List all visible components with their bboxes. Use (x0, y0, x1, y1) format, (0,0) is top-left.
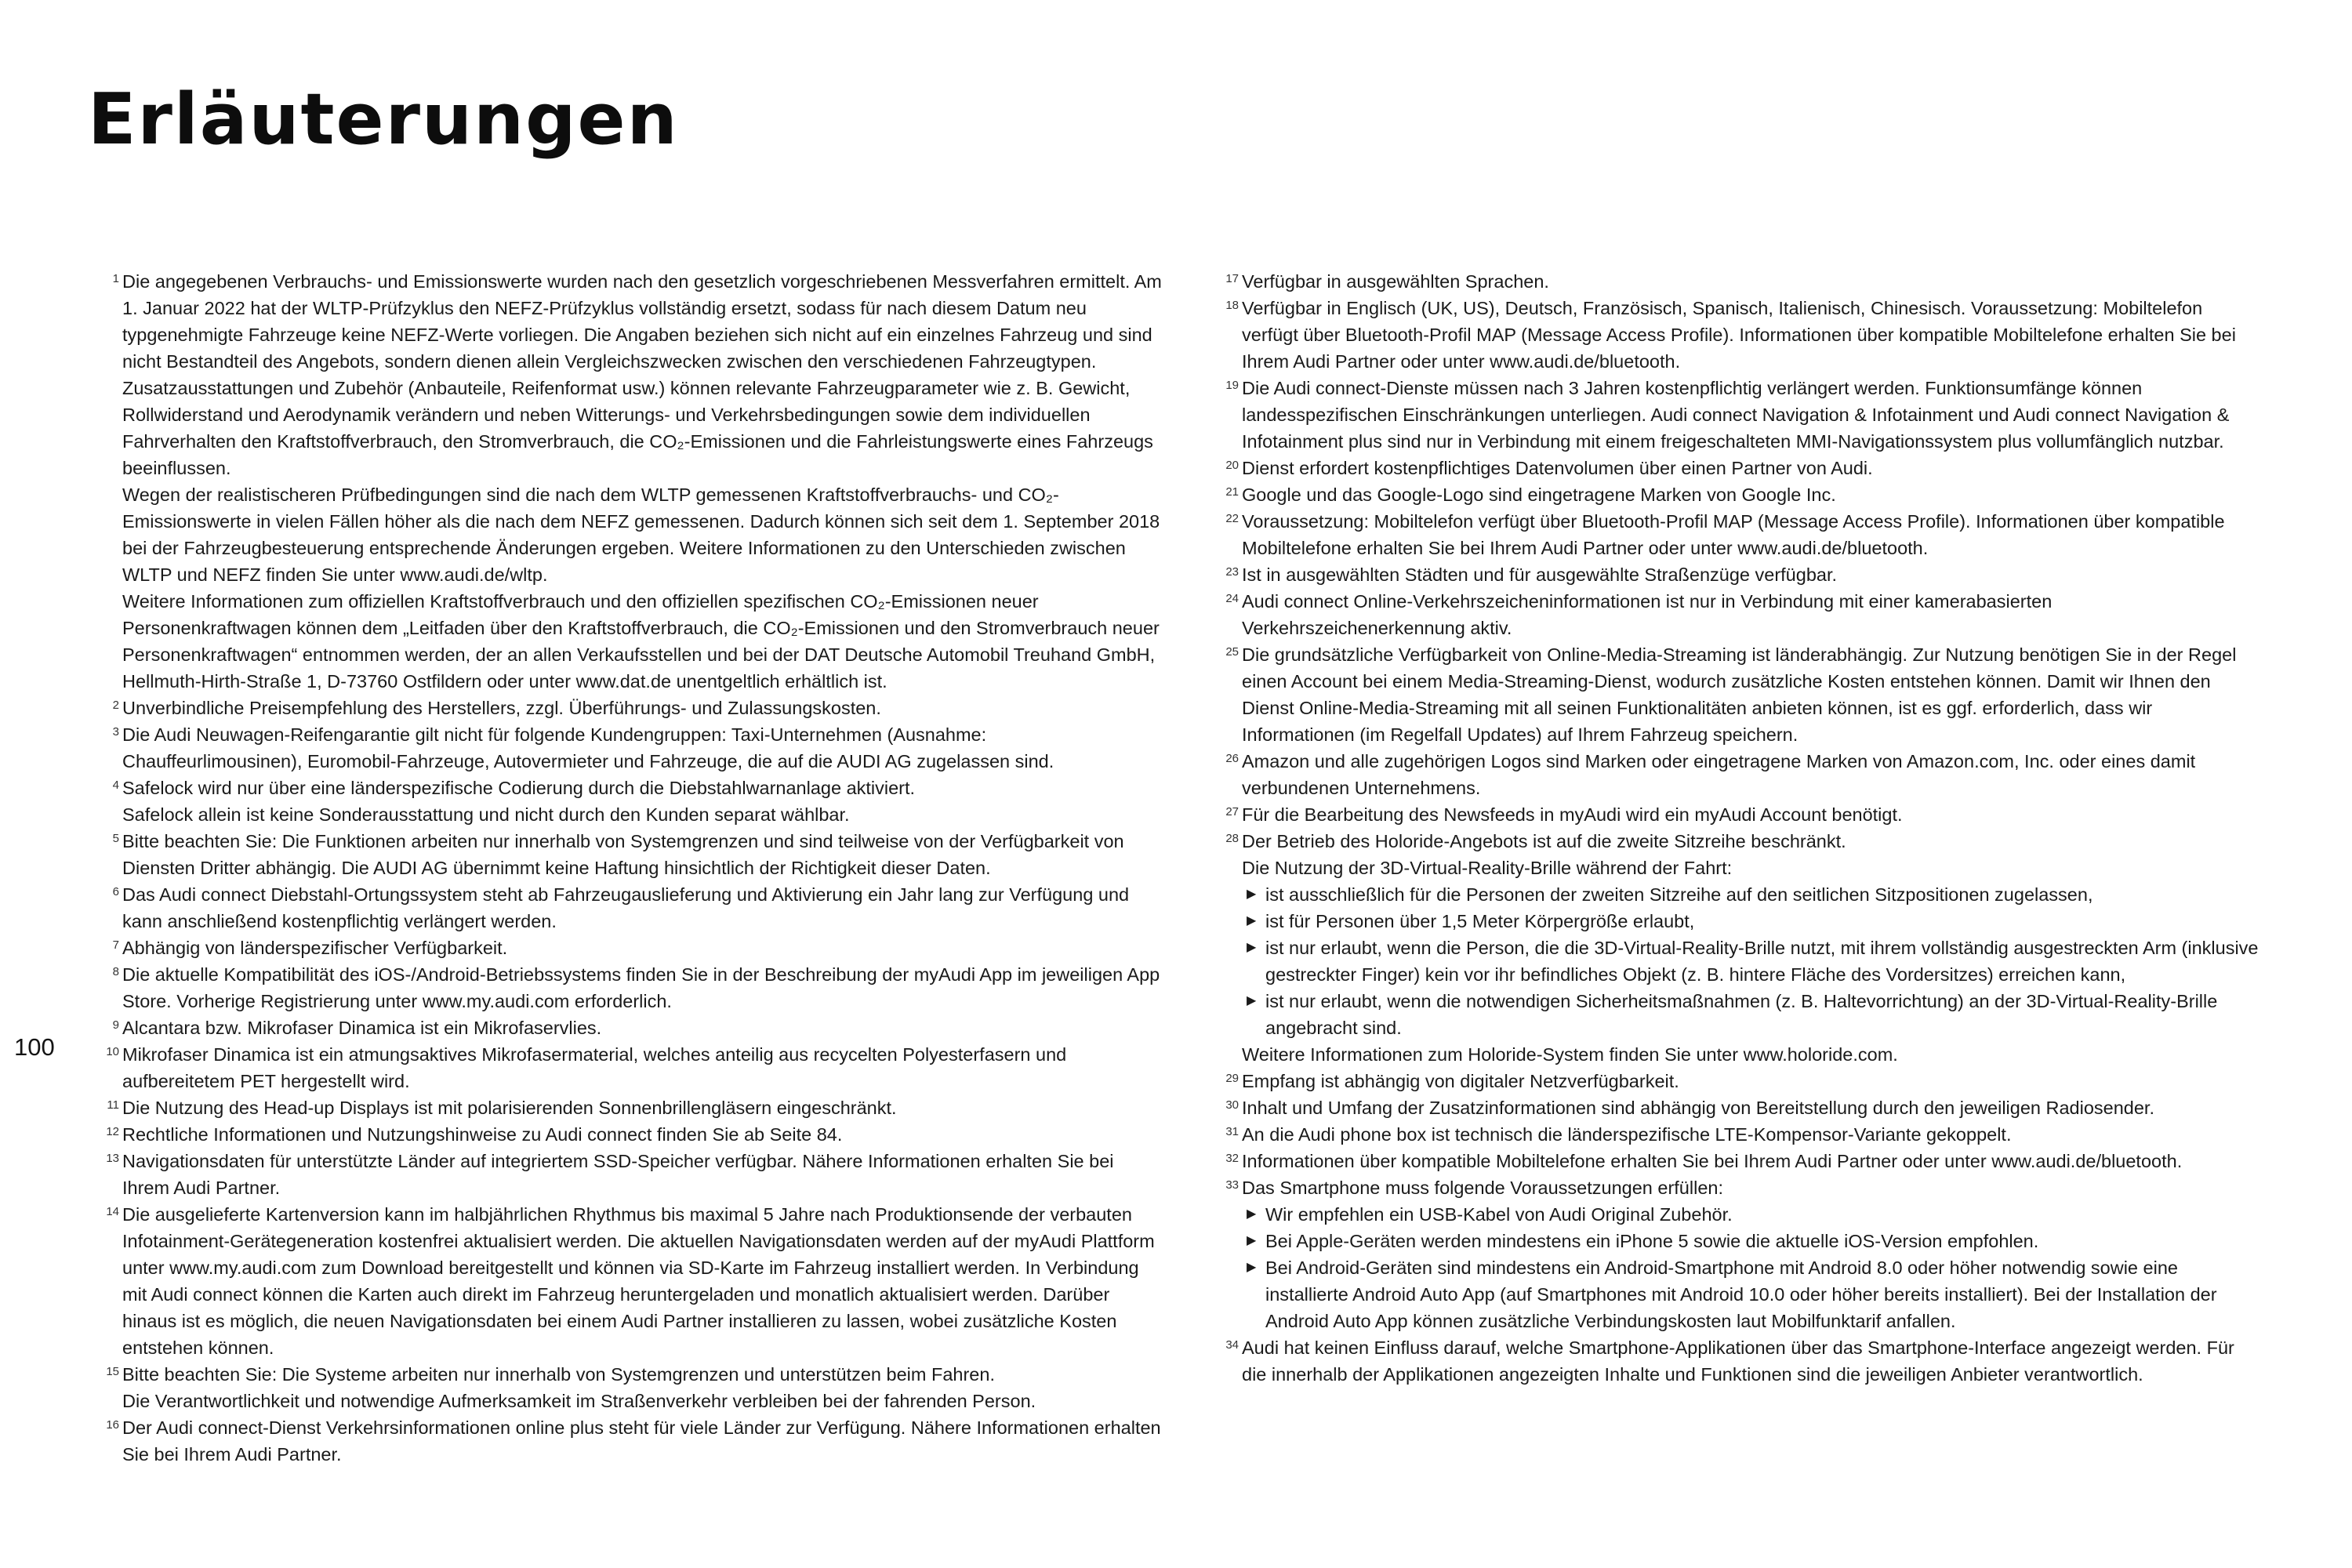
footnote-text: Das Audi connect Diebstahl-Ortungssystem steht ab Fahrzeugauslieferung und Aktivierung ein Jahr lang zur Verfügung und kann anschließend kostenpflichtig verlängert werden. (122, 884, 1130, 931)
footnote-text: Bitte beachten Sie: Die Funktionen arbeiten nur innerhalb von Systemgrenzen und sind teilweise von der Verfügbarkeit von Diensten Dritter abhängig. Die AUDI AG übernimmt keine Haftung hinsichtlich der Richtigkeit dieser Daten. (122, 831, 1124, 878)
footnote-7 (86, 935, 1162, 961)
footnote-text: Audi hat keinen Einfluss darauf, welche Smartphone-Applikationen über das Smartphone-Interface angezeigt werden. Für die innerhalb der Applikationen angezeigten Inhalte und Funktionen sind die jeweiligen Anbieter verantwortlich. (1242, 1338, 2234, 1385)
footnotes-right-column (1206, 268, 2260, 1388)
footnote-2 (86, 695, 1162, 721)
triangle-bullet-icon: ▶ (1247, 1234, 1257, 1247)
bullet-list (1242, 881, 2260, 1041)
footnote-number: 34 (1225, 1338, 1239, 1352)
footnote-8 (86, 961, 1162, 1014)
bullet-text: Bei Android-Geräten sind mindestens ein Android-Smartphone mit Android 8.0 oder höher notwendig sowie eine installierte Android Auto App (auf Smartphones mit Android 10.0 oder höher bereits installiert). Bei der Installation der Android Auto App können zusätzliche Verbindungskosten laut Mobilfunktarif anfallen. (1265, 1258, 2217, 1331)
footnote-26 (1206, 748, 2260, 801)
footnote-13 (86, 1148, 1162, 1201)
footnote-19 (1206, 375, 2260, 455)
footnote-1 (86, 268, 1162, 695)
footnote-number: 24 (1225, 592, 1239, 605)
footnote-text: Empfang ist abhängig von digitaler Netzverfügbarkeit. (1242, 1071, 1679, 1091)
bullet-text: ist nur erlaubt, wenn die notwendigen Sicherheitsmaßnahmen (z. B. Haltevorrichtung) an der 3D-Virtual-Reality-Brille angebracht sind. (1265, 991, 2218, 1038)
footnote-text: Wegen der realistischeren Prüfbedingungen sind die nach dem WLTP gemessenen Kraftstoffverbrauchs- und CO₂-Emissionswerte in vielen Fällen höher als die nach dem NEFZ gemessenen. Dadurch können sich seit dem 1. September 2018 bei der Fahrzeugbesteuerung entsprechende Änderungen ergeben. Weitere Informationen zu den Unterschieden zwischen WLTP und NEFZ finden Sie unter www.audi.de/wltp. (122, 485, 1160, 585)
bullet-text: ist für Personen über 1,5 Meter Körpergröße erlaubt, (1265, 911, 1695, 931)
footnote-text: Weitere Informationen zum offiziellen Kraftstoffverbrauch und den offiziellen spezifischen CO₂-Emissionen neuer Personenkraftwagen können dem „Leitfaden über den Kraftstoffverbrauch, die CO₂-Emissionen und den Stromverbrauch neuer Personenkraftwagen“ entnommen werden, der an allen Verkaufsstellen und bei der DAT Deutsche Automobil Treuhand GmbH, Hellmuth-Hirth-Straße 1, D-73760 Ostfildern oder unter www.dat.de unentgeltlich erhältlich ist. (122, 591, 1160, 691)
footnote-23 (1206, 561, 2260, 588)
footnote-number: 15 (106, 1365, 119, 1378)
footnote-32 (1206, 1148, 2260, 1174)
footnote-number: 1 (112, 272, 119, 285)
footnote-text: Informationen über kompatible Mobiltelefone erhalten Sie bei Ihrem Audi Partner oder unter www.audi.de/bluetooth. (1242, 1151, 2183, 1171)
triangle-bullet-icon: ▶ (1247, 914, 1257, 927)
triangle-bullet-icon: ▶ (1247, 941, 1257, 954)
footnote-number: 8 (112, 965, 119, 978)
footnote-24 (1206, 588, 2260, 641)
footnote-18 (1206, 295, 2260, 375)
triangle-bullet-icon: ▶ (1247, 1207, 1257, 1221)
footnote-number: 29 (1225, 1072, 1239, 1085)
bullet-item (1242, 1228, 2260, 1254)
footnote-number: 12 (106, 1125, 119, 1138)
footnote-number: 19 (1225, 379, 1239, 392)
page-number: 100 (14, 1033, 55, 1061)
footnote-text: Dienst erfordert kostenpflichtiges Datenvolumen über einen Partner von Audi. (1242, 458, 1873, 478)
footnote-text: Die Audi Neuwagen-Reifengarantie gilt nicht für folgende Kundengruppen: Taxi-Unternehmen (Ausnahme: Chauffeurlimousinen), Euromobil-Fahrzeuge, Autovermieter und Fahrzeuge, die auf die AUDI AG zugelassen sind. (122, 724, 1054, 771)
bullet-list (1242, 1201, 2260, 1334)
footnote-number: 25 (1225, 645, 1239, 659)
footnote-number: 2 (112, 699, 119, 712)
footnote-text: Die Audi connect-Dienste müssen nach 3 Jahren kostenpflichtig verlängert werden. Funktionsumfänge können landesspezifischen Einschränkungen unterliegen. Audi connect Navigation & Infotainment und Audi connect Navigation & Infotainment plus sind nur in Verbindung mit einem freigeschalteten MMI-Navigationssystem plus vollumfänglich nutzbar. (1242, 378, 2230, 452)
bullet-text: ist nur erlaubt, wenn die Person, die die 3D-Virtual-Reality-Brille nutzt, mit ihrem vollständig ausgestreckten Arm (inklusive gestreckter Finger) kein vor ihr befindliches Objekt (z. B. hintere Fläche des Vordersitzes) erreichen kann, (1265, 938, 2259, 985)
footnote-5 (86, 828, 1162, 881)
triangle-bullet-icon: ▶ (1247, 887, 1257, 901)
footnotes-left-column (86, 268, 1162, 1468)
footnote-text: Die Verantwortlichkeit und notwendige Aufmerksamkeit im Straßenverkehr verbleiben bei der fahrenden Person. (122, 1391, 1036, 1411)
footnote-number: 16 (106, 1418, 119, 1432)
footnote-text: Mikrofaser Dinamica ist ein atmungsaktives Mikrofasermaterial, welches anteilig aus recycelten Polyesterfasern und aufbereitetem PET hergestellt wird. (122, 1044, 1067, 1091)
footnote-text: Voraussetzung: Mobiltelefon verfügt über Bluetooth-Profil MAP (Message Access Profile). Informationen über kompatible Mobiltelefone erhalten Sie bei Ihrem Audi Partner oder unter www.audi.de/bluetooth. (1242, 511, 2225, 558)
footnote-number: 13 (106, 1152, 119, 1165)
footnote-30 (1206, 1094, 2260, 1121)
footnote-text: An die Audi phone box ist technisch die länderspezifische LTE-Kompensor-Variante gekoppelt. (1242, 1124, 2012, 1145)
footnote-3 (86, 721, 1162, 775)
footnote-number: 18 (1225, 299, 1239, 312)
footnote-text: Verfügbar in ausgewählten Sprachen. (1242, 271, 1549, 292)
footnote-text: Der Audi connect-Dienst Verkehrsinformationen online plus steht für viele Länder zur Verfügung. Nähere Informationen erhalten Sie bei Ihrem Audi Partner. (122, 1417, 1161, 1465)
footnote-25 (1206, 641, 2260, 748)
footnote-12 (86, 1121, 1162, 1148)
footnote-22 (1206, 508, 2260, 561)
footnote-text: Safelock wird nur über eine länderspezifische Codierung durch die Diebstahlwarnanlage aktiviert. (122, 778, 916, 798)
footnote-text: Abhängig von länderspezifischer Verfügbarkeit. (122, 938, 508, 958)
footnote-28 (1206, 828, 2260, 1068)
footnote-text: Google und das Google-Logo sind eingetragene Marken von Google Inc. (1242, 485, 1836, 505)
triangle-bullet-icon: ▶ (1247, 1261, 1257, 1274)
footnote-17 (1206, 268, 2260, 295)
footnote-number: 20 (1225, 459, 1239, 472)
footnote-number: 10 (106, 1045, 119, 1058)
footnote-text: Die aktuelle Kompatibilität des iOS-/Android-Betriebssystems finden Sie in der Beschreibung der myAudi App im jeweiligen App Store. Vorherige Registrierung unter www.my.audi.com erforderlich. (122, 964, 1160, 1011)
footnote-number: 27 (1225, 805, 1239, 818)
footnote-15 (86, 1361, 1162, 1414)
footnote-text: Das Smartphone muss folgende Voraussetzungen erfüllen: (1242, 1178, 1723, 1198)
bullet-item (1242, 988, 2260, 1041)
bullet-text: ist ausschließlich für die Personen der zweiten Sitzreihe auf den seitlichen Sitzpositionen zugelassen, (1265, 884, 2093, 905)
footnote-number: 26 (1225, 752, 1239, 765)
footnote-6 (86, 881, 1162, 935)
footnote-text: Die ausgelieferte Kartenversion kann im halbjährlichen Rhythmus bis maximal 5 Jahre nach Produktionsende der verbauten Infotainment-Gerätegeneration kostenfrei aktualisiert werden. Die aktuellen Navigationsdaten werden auf der myAudi Plattform unter www.my.audi.com zum Download bereitgestellt und können via SD-Karte im Fahrzeug installiert werden. In Verbindung mit Audi connect können die Karten auch direkt im Fahrzeug heruntergeladen und monatlich aktualisiert werden. Darüber hinaus ist es möglich, die neuen Navigationsdaten bei einem Audi Partner installieren zu lassen, wobei zusätzliche Kosten entstehen können. (122, 1204, 1155, 1358)
footnote-number: 4 (112, 779, 119, 792)
footnote-21 (1206, 481, 2260, 508)
footnote-text: Inhalt und Umfang der Zusatzinformationen sind abhängig von Bereitstellung durch den jeweiligen Radiosender. (1242, 1098, 2154, 1118)
footnote-text: Unverbindliche Preisempfehlung des Herstellers, zzgl. Überführungs- und Zulassungskosten. (122, 698, 881, 718)
bullet-item (1242, 1254, 2260, 1334)
footnote-number: 28 (1225, 832, 1239, 845)
footnote-text: Bitte beachten Sie: Die Systeme arbeiten nur innerhalb von Systemgrenzen und unterstützen beim Fahren. (122, 1364, 995, 1385)
footnote-text: Verfügbar in Englisch (UK, US), Deutsch, Französisch, Spanisch, Italienisch, Chinesisch. Voraussetzung: Mobiltelefon verfügt über Bluetooth-Profil MAP (Message Access Profile). Informationen über kompatible Mobiltelefone erhalten Sie bei Ihrem Audi Partner oder unter www.audi.de/bluetooth. (1242, 298, 2236, 372)
footnote-16 (86, 1414, 1162, 1468)
footnote-34 (1206, 1334, 2260, 1388)
triangle-bullet-icon: ▶ (1247, 994, 1257, 1007)
bullet-item (1242, 881, 2260, 908)
footnote-text: Die Nutzung des Head-up Displays ist mit polarisierenden Sonnenbrillengläsern eingeschränkt. (122, 1098, 897, 1118)
footnote-text: Safelock allein ist keine Sonderausstattung und nicht durch den Kunden separat wählbar. (122, 804, 850, 825)
footnote-text: Rechtliche Informationen und Nutzungshinweise zu Audi connect finden Sie ab Seite 84. (122, 1124, 843, 1145)
footnote-text: Audi connect Online-Verkehrszeicheninformationen ist nur in Verbindung mit einer kamerabasierten Verkehrszeichenerkennung aktiv. (1242, 591, 2053, 638)
footnote-number: 31 (1225, 1125, 1239, 1138)
footnote-number: 9 (112, 1018, 119, 1032)
footnote-33 (1206, 1174, 2260, 1334)
footnote-number: 17 (1225, 272, 1239, 285)
footnote-text: Amazon und alle zugehörigen Logos sind Marken oder eingetragene Marken von Amazon.com, Inc. oder eines damit verbundenen Unternehmens. (1242, 751, 2196, 798)
footnote-number: 23 (1225, 565, 1239, 579)
footnote-number: 22 (1225, 512, 1239, 525)
footnote-number: 3 (112, 725, 119, 739)
footnote-number: 32 (1225, 1152, 1239, 1165)
footnote-text: Die angegebenen Verbrauchs- und Emissionswerte wurden nach den gesetzlich vorgeschriebenen Messverfahren ermittelt. Am 1. Januar 2022 hat der WLTP-Prüfzyklus den NEFZ-Prüfzyklus vollständig ersetzt, sodass für nach diesem Datum neu typgenehmigte Fahrzeuge keine NEFZ-Werte vorliegen. Die Angaben beziehen sich nicht auf ein einzelnes Fahrzeug und sind nicht Bestandteil des Angebots, sondern dienen allein Vergleichszwecken zwischen den verschiedenen Fahrzeugtypen. Zusatzausstattungen und Zubehör (Anbauteile, Reifenformat usw.) können relevante Fahrzeugparameter wie z. B. Gewicht, Rollwiderstand und Aerodynamik verändern und neben Witterungs- und Verkehrsbedingungen sowie dem individuellen Fahrverhalten den Kraftstoffverbrauch, den Stromverbrauch, die CO₂-Emissionen und die Fahrleistungswerte eines Fahrzeugs beeinflussen. (122, 271, 1162, 478)
footnote-number: 33 (1225, 1178, 1239, 1192)
footnote-text: Der Betrieb des Holoride-Angebots ist auf die zweite Sitzreihe beschränkt. (1242, 831, 1846, 851)
bullet-item (1242, 908, 2260, 935)
footnote-10 (86, 1041, 1162, 1094)
footnote-20 (1206, 455, 2260, 481)
footnote-29 (1206, 1068, 2260, 1094)
footnote-number: 14 (106, 1205, 119, 1218)
footnote-text: Für die Bearbeitung des Newsfeeds in myAudi wird ein myAudi Account benötigt. (1242, 804, 1903, 825)
footnote-31 (1206, 1121, 2260, 1148)
footnote-number: 7 (112, 938, 119, 952)
footnote-number: 6 (112, 885, 119, 898)
footnote-number: 21 (1225, 485, 1239, 499)
footnote-text: Navigationsdaten für unterstützte Länder auf integriertem SSD-Speicher verfügbar. Nähere Informationen erhalten Sie bei Ihrem Audi Partner. (122, 1151, 1114, 1198)
footnote-27 (1206, 801, 2260, 828)
footnote-number: 11 (107, 1098, 119, 1112)
footnote-number: 5 (112, 832, 119, 845)
footnote-11 (86, 1094, 1162, 1121)
footnote-4 (86, 775, 1162, 828)
page-title: Erläuterungen (88, 78, 679, 161)
footnote-text: Die grundsätzliche Verfügbarkeit von Online-Media-Streaming ist länderabhängig. Zur Nutzung benötigen Sie in der Regel einen Account bei einem Media-Streaming-Dienst, wodurch zusätzliche Kosten entstehen können. Damit wir Ihnen den Dienst Online-Media-Streaming mit all seinen Funktionalitäten anbieten können, ist es ggf. erforderlich, dass wir Informationen (im Regelfall Updates) auf Ihrem Fahrzeug speichern. (1242, 644, 2237, 745)
footnote-text: Ist in ausgewählten Städten und für ausgewählte Straßenzüge verfügbar. (1242, 564, 1838, 585)
bullet-text: Wir empfehlen ein USB-Kabel von Audi Original Zubehör. (1265, 1204, 1733, 1225)
footnote-number: 30 (1225, 1098, 1239, 1112)
bullet-text: Bei Apple-Geräten werden mindestens ein iPhone 5 sowie die aktuelle iOS-Version empfohlen. (1265, 1231, 2039, 1251)
footnote-14 (86, 1201, 1162, 1361)
footnote-text: Weitere Informationen zum Holoride-System finden Sie unter www.holoride.com. (1242, 1044, 1898, 1065)
footnote-text: Die Nutzung der 3D-Virtual-Reality-Brille während der Fahrt: (1242, 858, 1733, 878)
footnote-text: Alcantara bzw. Mikrofaser Dinamica ist ein Mikrofaservlies. (122, 1018, 602, 1038)
bullet-item (1242, 1201, 2260, 1228)
bullet-item (1242, 935, 2260, 988)
footnote-9 (86, 1014, 1162, 1041)
